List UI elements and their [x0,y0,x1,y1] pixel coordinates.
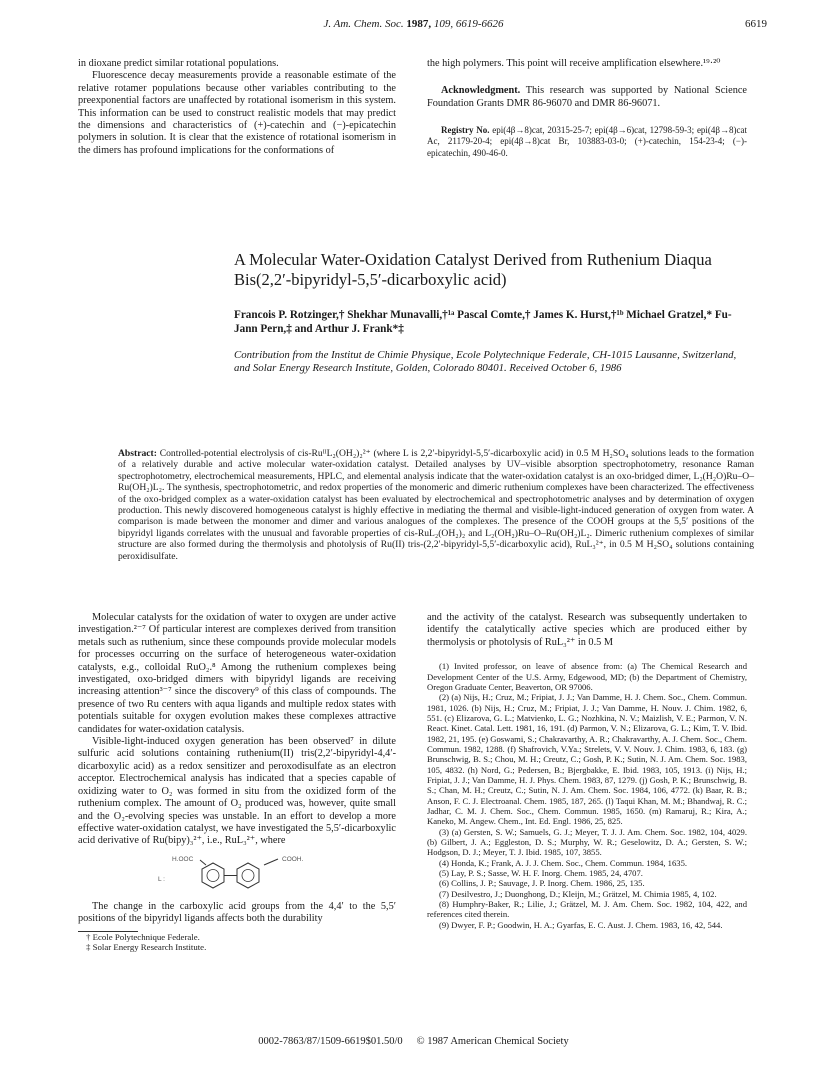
pyridine-ring [237,863,259,888]
reference: (8) Humphry-Baker, R.; Lilie, J.; Grätzel, M. J. Am. Chem. Soc. 1982, 104, 422, and references cited therein. [427,899,747,920]
previous-article-right-column [427,58,747,159]
acknowledgment-text: This research was supported by National Science Foundation Grants DMR 86-96070 and DMR 86-96071. [427,85,747,109]
body-right-column [427,612,747,930]
abstract [118,448,754,562]
structure-group-label: COOH. [282,855,304,863]
registry-text: epi(4β→8)cat, 20315-25-7; epi(4β→6)cat, 12798-59-3; epi(4β→8)cat Ac, 21179-20-4; epi(4β→8)cat Br, 103883-03-0; (+)-catechin, 154-23-4; (−)-epicatechin, 490-46-0. [427,125,747,158]
bond-line [200,860,206,865]
article-title: A Molecular Water-Oxidation Catalyst Derived from Ruthenium Diaqua Bis(2,2′-bipyridyl-5,5′-dicarboxylic acid) [234,250,712,289]
pyridine-ring [202,863,224,888]
acknowledgment-label: Acknowledgment. [441,85,521,97]
author-list: Francois P. Rotzinger,† Shekhar Munavalli,†¹ᵃ Pascal Comte,† James K. Hurst,†¹ᵇ Michael Gratzel,* Fu-Jann Pern,‡ and Arthur J. Frank*‡ [234,309,732,335]
running-header [0,18,827,34]
journal-citation [0,18,827,30]
page-number: 6619 [745,18,767,30]
structure-ligand-label: L : [158,875,165,883]
reference: (1) Invited professor, on leave of absence from: (a) The Chemical Research and Development Center of the U.S. Army, Edgewood, MD; (b) the Department of Chemistry, Oregon Graduate Center, Beaverton, OR 97006. [427,661,747,692]
reference: (5) Lay, P. S.; Sasse, W. H. F. Inorg. Chem. 1985, 24, 4707. [439,868,643,879]
paragraph: and the activity of the catalyst. Research was subsequently undertaken to identify the catalytically active species which are produced either by thermolysis or photolysis of RuL₃²⁺ in 0.5 M [427,612,747,648]
page-footer [0,1036,827,1047]
bond-line [264,859,278,865]
paragraph: in dioxane predict similar rotational populations. [78,58,279,69]
abstract-text: Controlled-potential electrolysis of cis-RuᴵᴵL₂(OH₂)₂²⁺ (where L is 2,2′-bipyridyl-5,5′-dicarboxylic acid) in 0.5 M H₂SO₄ solutions leads to the formation of a relatively durable and active molecular water-oxidation catalyst. Detailed analyses by UV–visible absorption spectrophotometry, resonance Raman spectrophotometry, electrochemical measurements, HPLC, and elemental analysis indicate that the water-oxidation catalyst is an oxo-bridged dimer, L₂(H₂O)Ru–O–Ru(OH₂)L₂. The synthesis, spectrophotometric, and redox properties of the monomeric and dimeric ruthenium complexes have been characterized. The effectiveness of the oxo-bridged complex as a water-oxidation catalyst has been evaluated by electrochemical and spectrophotometric analyses and by determination of oxygen production. This newly discovered homogeneous catalyst is highly effective in mediating the thermal and visible-light-induced generation of oxygen from water. A comparison is made between the monomer and dimer and various analogues of the complexes. The presence of the COOH groups at the 5,5′ positions of the bipyridyl ligands correlates with the unusual and favorable properties of cis-RuL₂(OH₂)₂ and L₂(OH₂)Ru–O–Ru(OH₂)L₂. Dimeric ruthenium complexes of similar structure are also formed during the thermolysis and photolysis of Ru(II) tris-(2,2′-bipyridyl-5,5′-dicarboxylic acid), RuL₃²⁺, in 0.5 M H₂SO₄ solutions containing peroxidisulfate. [118,448,754,562]
body-left-column [78,612,396,953]
volume-pages: 109, 6619-6626 [433,18,504,30]
reference: (4) Honda, K.; Frank, A. J. J. Chem. Soc., Chem. Commun. 1984, 1635. [439,857,688,868]
registry-label: Registry No. [441,125,490,136]
reference: (6) Collins, J. P.; Sauvage, J. P. Inorg. Chem. 1986, 25, 135. [439,878,645,889]
journal-name: J. Am. Chem. Soc. [323,18,404,30]
price-code: 0002-7863/87/1509-6619$01.50/0 [258,1036,403,1047]
previous-article-left-column [78,58,396,157]
acknowledgment [427,85,747,110]
bipyridyl-structure [78,851,396,897]
aromatic-circle [242,869,254,881]
paragraph: the high polymers. This point will receive amplification elsewhere.¹⁹·²⁰ [427,58,721,69]
copyright: © 1987 American Chemical Society [416,1036,569,1047]
bipyridyl-structure-drawing [78,851,396,897]
affiliation: Contribution from the Institut de Chimie Physique, Ecole Polytechnique Federale, CH-1015 Lausanne, Switzerland, and Solar Energy Research Institute, Golden, Colorado 80401. Received October 6, 1986 [234,349,737,375]
reference: (7) Desilvestro, J.; Duonghong, D.; Kleijn, M.; Grätzel, M. Chimia 1985, 4, 102. [439,888,717,899]
paragraph: The change in the carboxylic acid groups from the 4,4′ to the 5,5′ positions of the bipyridyl ligands affects both the durability [78,900,396,925]
reference: (2) (a) Nijs, H.; Cruz, M.; Fripiat, J. J.; Van Damme, H. J. Chem. Soc., Chem. Commun. 1981, 1026. (b) Nijs, H.; Cruz, M.; Fripiat, J. J.; Van Damme, H. Nouv. J. Chim. 1982, 6, 551. (c) Elizarova, G. L.; Matvienko, L. G.; Nozhkina, N. V.; Maizlish, V. E.; Parmon, V. N. React. Kinet. Catal. Lett. 1981, 16, 191. (d) Parmon, V. N.; Elizarova, G. L.; Kim, T. V. Ibid. 1982, 21, 195. (e) Goswami, S.; Chakravarthy, A. R.; Chakravarthy, A. J. Chem. Soc., Chem. Commun. 1982, 1288. (f) Shafrovich, V.Ya.; Strelets, V. V. Nouv. J. Chim. 1983, 6, 183. (g) Brunschwig, B. S.; Chou, M. H.; Creutz, C.; Gosh, P. K.; Sutin, N. J. Am. Chem. Soc. 1983, 105, 4832. (h) Nord, G.; Pedersen, B.; Bjergbakke, E. Ibid. 1983, 105, 1913. (i) Nijs, H.; Fripiat, J. J.; Van Damme, H. J. Phys. Chem. 1983, 87, 1279. (j) Gosh, P. K.; Brunschwig, B. S.; Chan, M. H.; Creutz, C.; Sutin, N. J. Am. Chem. Soc. 1984, 106, 4772. (k) Baar, R. B.; Anson, F. C. J. Electroanal. Chem. 1985, 187, 265. (l) Taqui Khan, M. M.; Bhandwaj, R. C.; Jadhar, C. M. J. Chem. Soc., Chem. Commun. 1985, 1650. (m) Ramaruj, R.; Kira, A.; Kaneko, M. Angew. Chem., Int. Ed. Engl. 1986, 25, 825. [427,692,747,827]
reference: (9) Dwyer, F. P.; Goodwin, H. A.; Gyarfas, E. C. Aust. J. Chem. 1983, 16, 42, 544. [439,919,723,930]
references [427,661,747,930]
footnote: ‡ Solar Energy Research Institute. [86,942,207,953]
journal-year: 1987, [406,18,432,30]
reference: (3) (a) Gersten, S. W.; Samuels, G. J.; Meyer, T. J. J. Am. Chem. Soc. 1982, 104, 4029. (b) Gilbert, J. A.; Eggleston, D. S.; Murphy, W. R.; Geselowitz, D. A.; Gersten, S. W.; Hodgson, D. J.; Meyer, T. J. Ibid. 1985, 107, 3855. [427,826,747,858]
aromatic-circle [207,869,219,881]
paragraph: Fluorescence decay measurements provide a reasonable estimate of the relative rotamer populations because other variables contributing to the preexponential factors are unaffected by rotational isomerism in this system. This information can be used to construct realistic models that may predict the dimensions and characteristics of (+)-catechin and (−)-epicatechin polymers in solution. It is clear that the existence of rotational isomerism in the dimers has profound implications for the conformations of [78,70,396,156]
structure-group-label: H.OOC [172,855,194,863]
paragraph: Molecular catalysts for the oxidation of water to oxygen are under active investigation.²⁻⁷ Of particular interest are complexes derived from transition metals such as ruthenium, since these compounds provide molecular models for processes occurring on the surface of heterogeneous water-oxidation catalysts, e.g., colloidal RuO₂.⁸ Among the ruthenium complexes being investigated, oxo-bridged dimers with bipyridyl ligands are receiving increasing attention³⁻⁷ since the discovery⁹ of this class of compounds. The presence of two Ru centers with aqua ligands and multiple redox states with potentials suitable for oxygen evolution makes these complexes attractive candidates for water-oxidation catalysis. [78,612,396,735]
abstract-label: Abstract: [118,448,157,459]
paragraph: Visible-light-induced oxygen generation has been observed⁷ in dilute sulfuric acid solutions containing ruthenium(II) tris(2,2′-bipyridyl-4,4′-dicarboxylic acid) as a redox sensitizer and peroxodisulfate as an electron acceptor. Electrochemical analysis has indicated that a species capable of oxidizing water to O₂ was formed in situ from the oxidized form of the ruthenium complex. The amount of O₂ produced was, however, quite small and the O₂-evolving species was unstable. In an effort to develop a more effective water-oxidation catalyst, we have investigated the 5,5′-dicarboxylic acid derivative of Ru(bipy)₃²⁺, i.e., RuL₃²⁺, where [78,736,396,847]
registry-numbers [427,125,747,159]
footnote: † Ecole Polytechnique Federale. [86,931,200,942]
